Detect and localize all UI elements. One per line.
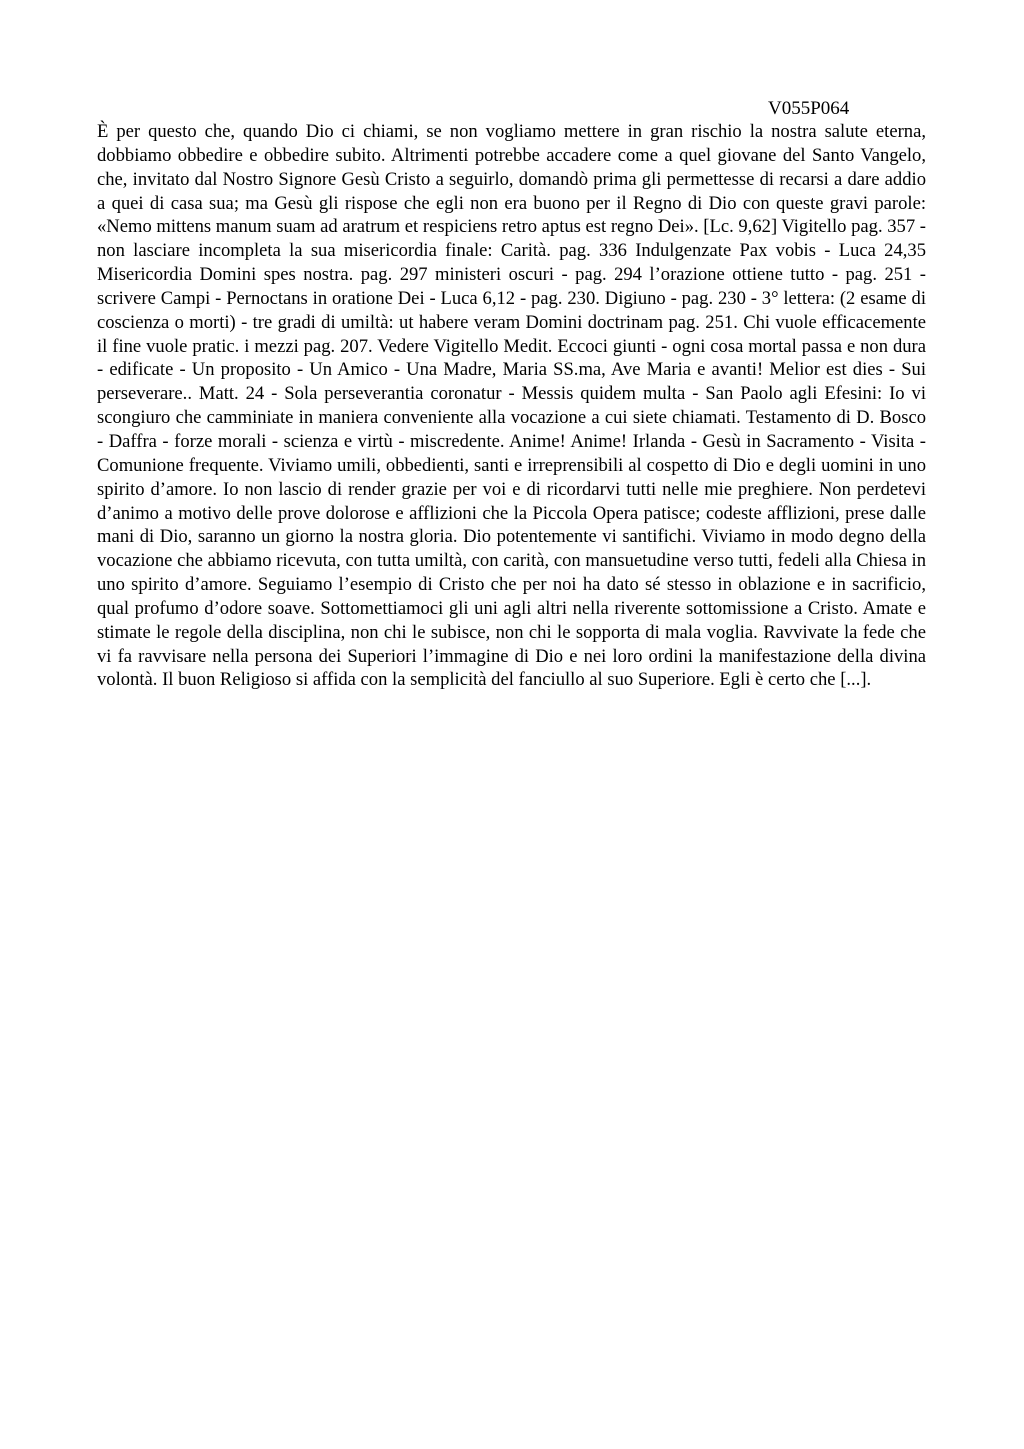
- body-paragraph: È per questo che, quando Dio ci chiami, se non vogliamo mettere in gran rischio la nostra salute eterna, dobbiamo obbedire e obbedire subito. Altrimenti potrebbe accadere come a quel giovane del Santo Vangelo, che, invitato dal Nostro Signore Gesù Cristo a seguirlo, domandò prima gli permettesse di recarsi a dare addio a quei di casa sua; ma Gesù gli rispose che egli non era buono per il Regno di Dio con queste gravi parole: «Nemo mittens manum suam ad aratrum et respiciens retro aptus est regno Dei». [Lc. 9,62] Vigitello pag. 357 - non lasciare incompleta la sua misericordia finale: Carità. pag. 336 Indulgenzate Pax vobis - Luca 24,35 Misericordia Domini spes nostra. pag. 297 ministeri oscuri - pag. 294 l’orazione ottiene tutto - pag. 251 - scrivere Campi - Pernoctans in oratione Dei - Luca 6,12 - pag. 230. Digiuno - pag. 230 - 3° lettera: (2 esame di coscienza o morti) - tre gradi di umiltà: ut habere veram Domini doctrinam pag. 251. Chi vuole efficacemente il fine vuole pratic. i mezzi pag. 207. Vedere Vigitello Medit. Eccoci giunti - ogni cosa mortal passa e non dura - edificate - Un proposito - Un Amico - Una Madre, Maria SS.ma, Ave Maria e avanti! Melior est dies - Sui perseverare.. Matt. 24 - Sola perseverantia coronatur - Messis quidem multa - San Paolo agli Efesini: Io vi scongiuro che camminiate in maniera conveniente alla vocazione a cui siete chiamati. Testamento di D. Bosco - Daffra - forze morali - scienza e virtù - miscredente. Anime! Anime! Irlanda - Gesù in Sacramento - Visita - Comunione frequente. Viviamo umili, obbedienti, santi e irreprensibili al cospetto di Dio e degli uomini in uno spirito d’amore. Io non lascio di render grazie per voi e di ricordarvi tutti nelle mie preghiere. Non perdetevi d’animo a motivo delle prove dolorose e afflizioni che la Piccola Opera patisce; codeste afflizioni, prese dalle mani di Dio, saranno un giorno la nostra gloria. Dio potentemente vi santifichi. Viviamo in modo degno della vocazione che abbiamo ricevuta, con tutta umiltà, con carità, con mansuetudine verso tutti, fedeli alla Chiesa in uno spirito d’amore. Seguiamo l’esempio di Cristo che per noi ha dato sé stesso in oblazione e in sacrificio, qual profumo d’odore soave. Sottomettiamoci gli uni agli altri nella riverente sottomissione a Cristo. Amate e stimate le regole della disciplina, non chi le subisce, non chi le sopporta di mala voglia. Ravvivate la fede che vi fa ravvisare nella persona dei Superiori l’immagine di Dio e nei loro ordini la manifestazione della divina volontà. Il buon Religioso si affida con la semplicità del fanciullo al suo Superiore. Egli è certo che [...].: [97, 121, 926, 691]
- page-identifier: V055P064: [768, 98, 850, 119]
